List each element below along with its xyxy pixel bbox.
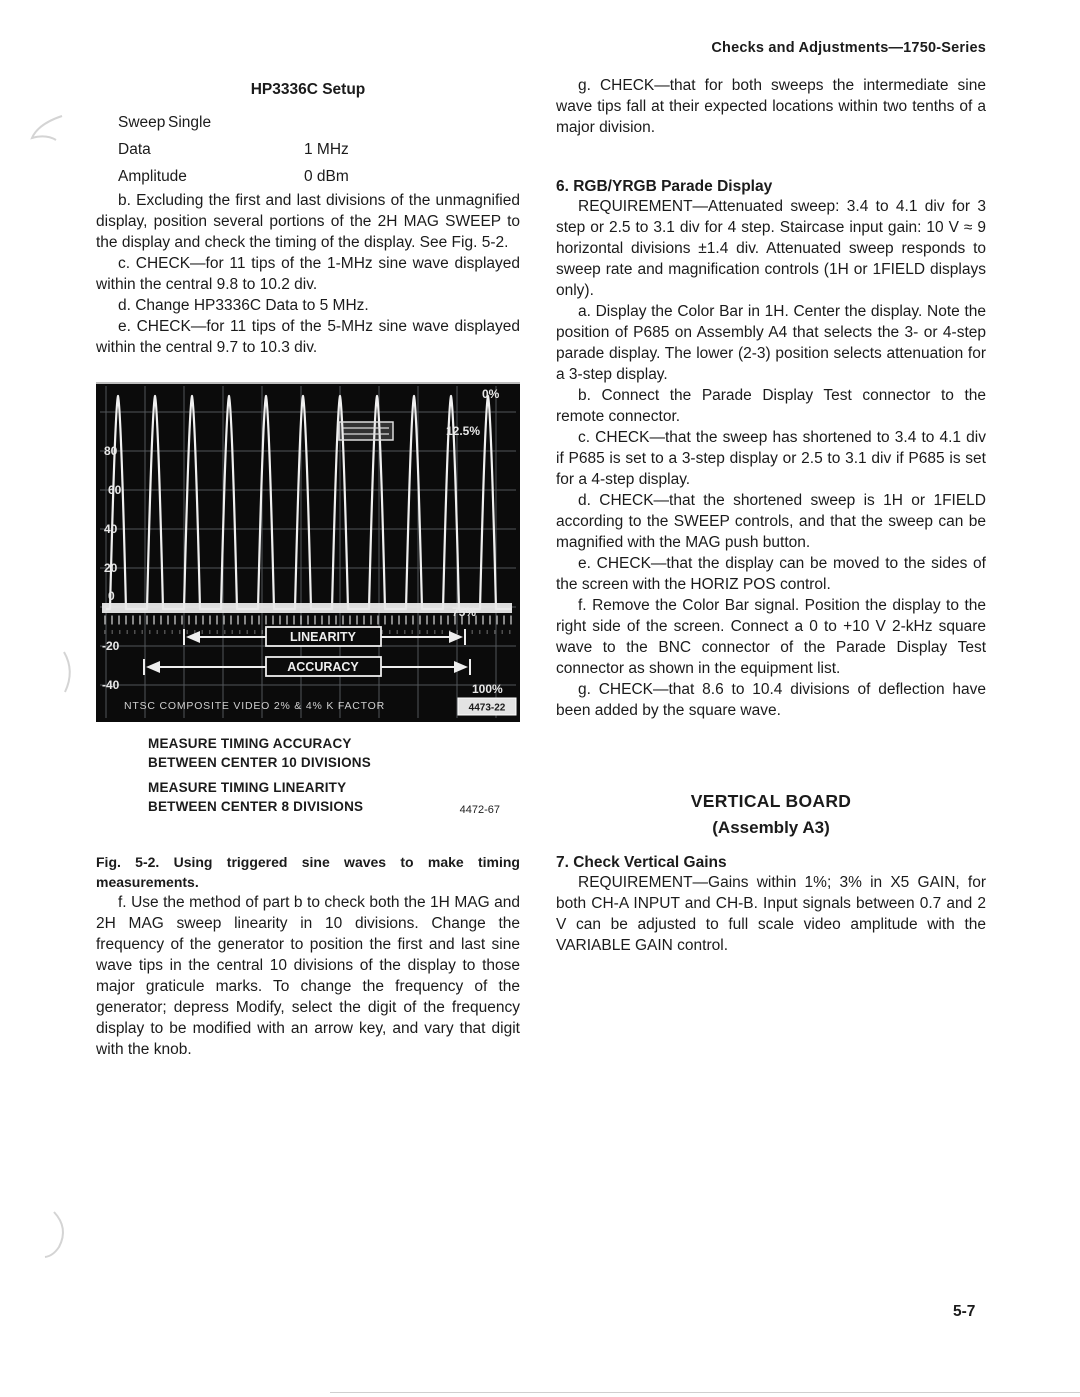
svg-text:-20: -20	[102, 639, 120, 653]
page-header: Checks and Adjustments—1750-Series	[711, 40, 986, 56]
linearity-label: LINEARITY	[290, 630, 356, 644]
section-6-paragraph-g: g. CHECK—that 8.6 to 10.4 divisions of deflection have been added by the square wave.	[556, 681, 986, 719]
page-edge-line	[330, 1392, 1080, 1393]
setup-row-sweep	[118, 109, 520, 136]
section-6-requirement: REQUIREMENT—Attenuated sweep: 3.4 to 4.1 div for 3 step or 2.5 to 3.1 div for 4 step. Staircase input gain: 10 V ≈ 9 horizontal divisions ±1.4 div. Attenuated sweep responds to sweep rate and magnification controls (1H or 1FIELD displays only).	[556, 198, 986, 299]
section-7-requirement: REQUIREMENT—Gains within 1%; 3% in X5 GAIN, for both CH-A INPUT and CH-B. Input signals between 0.7 and 2 V can be adjusted to full scale video amplitude with the VARIABLE GAIN control.	[556, 874, 986, 954]
svg-text:0%: 0%	[482, 387, 500, 401]
figure-caption: Fig. 5-2. Using triggered sine waves to make timing measurements.	[96, 854, 520, 890]
svg-text:80: 80	[104, 444, 118, 458]
section-6-paragraph-b: b. Connect the Parade Display Test connector to the remote connector.	[556, 387, 986, 425]
page-number: 5-7	[953, 1303, 976, 1320]
section-6-paragraph-d: d. CHECK—that the shortened sweep is 1H or 1FIELD according to the SWEEP controls, and that the sweep can be magnified with the MAG push button.	[556, 492, 986, 551]
figure-number: 4472-67	[459, 804, 500, 816]
accuracy-label: ACCURACY	[287, 660, 359, 674]
paragraph-c: c. CHECK—for 11 tips of the 1-MHz sine wave displayed within the central 9.8 to 10.2 div.	[96, 255, 520, 293]
setup-value: 0 dBm	[304, 168, 349, 185]
vertical-board-title: VERTICAL BOARD	[690, 791, 852, 811]
setup-row-data	[118, 136, 520, 163]
scan-mark	[64, 652, 70, 692]
scan-mark	[32, 116, 62, 140]
scan-artifacts	[0, 0, 92, 1397]
note-accuracy-line1: MEASURE TIMING ACCURACY	[148, 736, 352, 751]
scope-signal-label: NTSC COMPOSITE VIDEO 2% & 4% K FACTOR	[124, 700, 386, 712]
svg-text:100%: 100%	[472, 682, 503, 696]
note-accuracy-line2: BETWEEN CENTER 10 DIVISIONS	[148, 755, 371, 770]
svg-text:40: 40	[104, 522, 118, 536]
paragraph-f: f. Use the method of part b to check both the 1H MAG and 2H MAG sweep linearity in 10 divisions. Change the frequency of the generator to position the first and last sine wave tips in the central 10 divisions of the display to those major graticule marks. To change the frequency of the generator; depress Modify, select the digit of the frequency display to be modified with an arrow key, and vary that digit with the knob.	[96, 894, 520, 1058]
note-linearity-line1: MEASURE TIMING LINEARITY	[148, 780, 347, 795]
section-6-paragraph-f: f. Remove the Color Bar signal. Position the display to the right side of the screen. Connect a 0 to +10 V 2-kHz square wave to the BNC connector of the Parade Display Test connector as shown in the equipment list.	[556, 597, 986, 677]
setup-table	[118, 109, 520, 190]
setup-title: HP3336C Setup	[250, 81, 366, 98]
oscilloscope-photo	[96, 382, 520, 722]
svg-text:20: 20	[104, 561, 118, 575]
section-6-paragraph-a: a. Display the Color Bar in 1H. Center the display. Note the position of P685 on Assembly A4 that selects the 3- or 4-step parade display. The lower (2-3) position selects attenuation for a 3-step display.	[556, 303, 986, 383]
section-6-heading: 6. RGB/YRGB Parade Display	[556, 178, 773, 195]
paragraph-g: g. CHECK—that for both sweeps the intermediate sine wave tips fall at their expected locations within two tenths of a major division.	[556, 77, 986, 136]
note-linearity-line2: BETWEEN CENTER 8 DIVISIONS	[148, 799, 364, 814]
photo-id: 4473-22	[468, 702, 506, 714]
svg-text:-40: -40	[102, 678, 120, 692]
left-column	[96, 75, 520, 1060]
vertical-board-subtitle: (Assembly A3)	[712, 818, 830, 837]
scan-mark	[45, 1212, 63, 1257]
section-7-heading: 7. Check Vertical Gains	[556, 854, 727, 871]
cursor-box	[339, 422, 393, 440]
right-column	[556, 75, 986, 956]
setup-row-amplitude	[118, 163, 520, 190]
setup-label: Amplitude	[118, 168, 187, 185]
section-6-paragraph-e: e. CHECK—that the display can be moved to the sides of the screen with the HORIZ POS control.	[556, 555, 986, 593]
section-6-paragraph-c: c. CHECK—that the sweep has shortened to 3.4 to 4.1 div if P685 is set to a 3-step display or 2.5 to 3.1 div if P685 is set for a 4-step display.	[556, 429, 986, 488]
paragraph-d: d. Change HP3336C Data to 5 MHz.	[118, 297, 369, 314]
setup-label: Sweep	[118, 114, 166, 131]
paragraph-b: b. Excluding the first and last divisions of the unmagnified display, position several portions of the 2H MAG SWEEP to the display and check the timing of the display. See Fig. 5-2.	[96, 192, 520, 251]
paragraph-e: e. CHECK—for 11 tips of the 5-MHz sine wave displayed within the central 9.7 to 10.3 div.	[96, 318, 520, 356]
svg-text:12.5%: 12.5%	[446, 424, 481, 438]
svg-text:75%: 75%	[452, 605, 477, 619]
svg-text:0: 0	[108, 589, 115, 603]
baseline-band	[102, 603, 512, 613]
setup-value: Single	[168, 114, 212, 131]
svg-text:60: 60	[108, 483, 122, 497]
setup-value: 1 MHz	[304, 141, 349, 158]
setup-label: Data	[118, 141, 151, 158]
